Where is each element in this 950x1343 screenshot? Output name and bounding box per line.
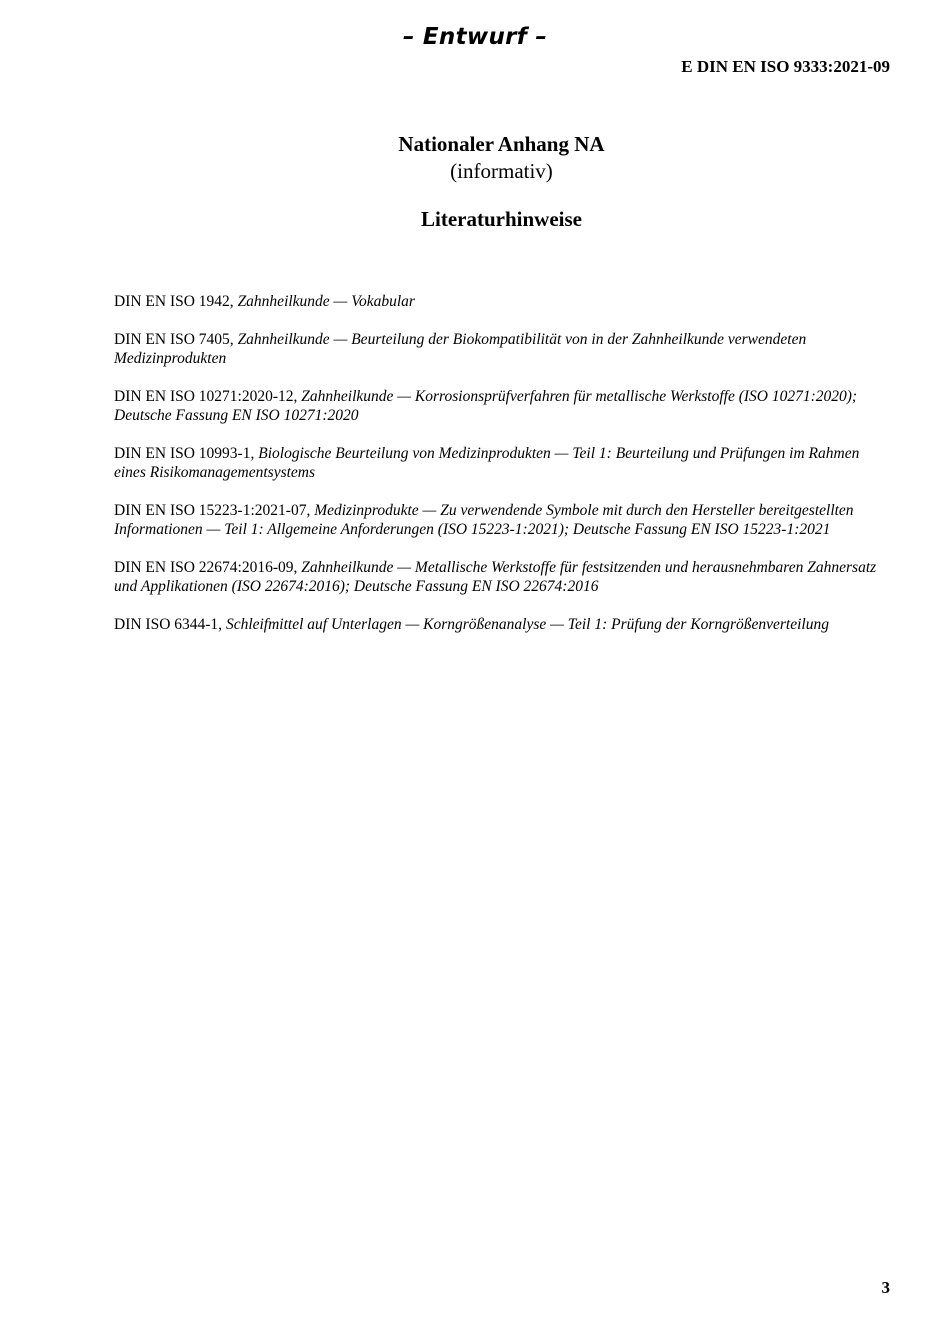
reference-title: Zahnheilkunde — Beurteilung der Biokompatibilität von in der Zahnheilkunde verwendeten Medizinprodukten: [114, 330, 807, 367]
reference-id: DIN EN ISO 7405,: [114, 330, 234, 348]
reference-title: Zahnheilkunde — Korrosionsprüfverfahren für metallische Werkstoffe (ISO 10271:2020); Deutsche Fassung EN ISO 10271:2020: [114, 387, 858, 424]
reference-title: Medizinprodukte — Zu verwendende Symbole mit durch den Hersteller bereitgestellten Informationen — Teil 1: Allgemeine Anforderungen (ISO 15223-1:2021); Deutsche Fassung EN ISO 15223-1:2021: [114, 501, 854, 538]
reference-list: [114, 292, 886, 652]
reference-id: DIN EN ISO 22674:2016-09,: [114, 558, 298, 576]
annex-title: Nationaler Anhang NA: [398, 132, 605, 156]
draft-watermark: – Entwurf –: [402, 24, 548, 50]
reference-id: DIN EN ISO 10271:2020-12,: [114, 387, 298, 405]
page-number: 3: [881, 1278, 890, 1297]
reference-id: DIN EN ISO 1942,: [114, 293, 234, 310]
reference-item: [114, 615, 886, 635]
section-title: Literaturhinweise: [421, 207, 582, 231]
reference-item: [114, 558, 886, 597]
reference-id: DIN EN ISO 10993-1,: [114, 444, 255, 462]
reference-item: [114, 330, 886, 369]
reference-item: [114, 387, 886, 426]
document-id: E DIN EN ISO 9333:2021-09: [681, 57, 890, 76]
reference-item: [114, 501, 886, 540]
reference-id: DIN ISO 6344-1,: [114, 615, 223, 633]
reference-title: Zahnheilkunde — Vokabular: [237, 293, 415, 310]
reference-title: Schleifmittel auf Unterlagen — Korngrößenanalyse — Teil 1: Prüfung der Korngrößenverteilung: [225, 615, 829, 633]
reference-item: [114, 292, 886, 312]
reference-item: [114, 444, 886, 483]
reference-title: Biologische Beurteilung von Medizinprodukten — Teil 1: Beurteilung und Prüfungen im Rahmen eines Risikomanagementsystems: [114, 444, 860, 481]
reference-title: Zahnheilkunde — Metallische Werkstoffe für festsitzenden und herausnehmbaren Zahnersatz und Applikationen (ISO 22674:2016); Deutsche Fassung EN ISO 22674:2016: [114, 558, 877, 595]
annex-subtitle: (informativ): [450, 159, 553, 183]
reference-id: DIN EN ISO 15223-1:2021-07,: [114, 501, 311, 519]
